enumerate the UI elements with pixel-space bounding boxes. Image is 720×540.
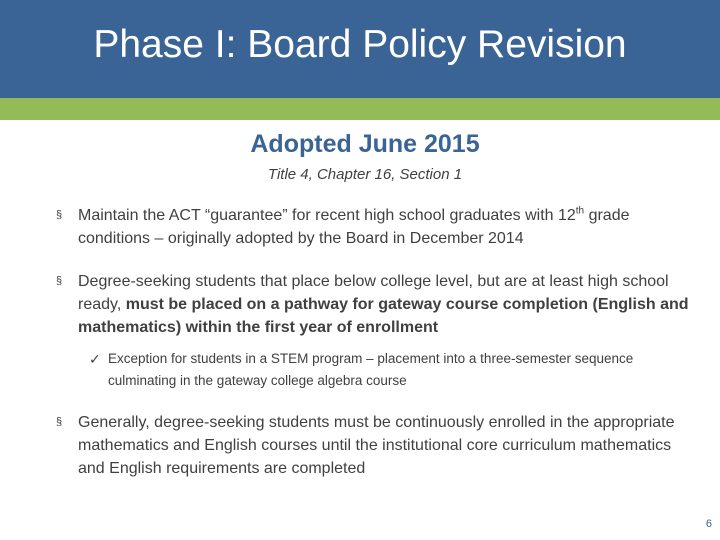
bullet-degree-seeking [56, 270, 696, 339]
title-bar [0, 0, 720, 98]
slide-subtitle: Adopted June 2015 [250, 130, 480, 158]
bullet-marker-icon: § [56, 209, 63, 221]
bullet-text: Maintain the ACT “guarantee” for recent high school graduates with 12th grade conditions – originally adopted by the Board in December 2014 [78, 205, 630, 247]
slide-title: Phase I: Board Policy Revision [93, 23, 627, 66]
page-number: 6 [705, 518, 712, 530]
bullet-marker-icon: § [56, 275, 63, 287]
bullet-act-guarantee [56, 204, 696, 250]
sub-bullet-stem-exception [89, 348, 689, 392]
bullet-continuous-enrollment [56, 411, 696, 480]
bullet-emphasis: must be placed on a pathway for gateway course completion (English and mathematics) within the first year of enrollment [78, 296, 689, 336]
checkmark-icon: ✓ [89, 351, 101, 367]
bullet-text: Generally, degree-seeking students must be continuously enrolled in the appropriate mathematics and English courses until the institutional core curriculum mathematics and English requirements are completed [78, 414, 675, 477]
policy-citation: Title 4, Chapter 16, Section 1 [267, 166, 463, 183]
bullet-text: Degree-seeking students that place below college level, but are at least high school ready, must be placed on a pathway for gateway course completion (English and mathematics) within the first year of enrollment [78, 273, 689, 336]
accent-bar [0, 98, 720, 120]
sub-bullet-text: Exception for students in a STEM program – placement into a three-semester sequence culminating in the gateway college algebra course [108, 351, 634, 388]
bullet-marker-icon: § [56, 416, 63, 428]
